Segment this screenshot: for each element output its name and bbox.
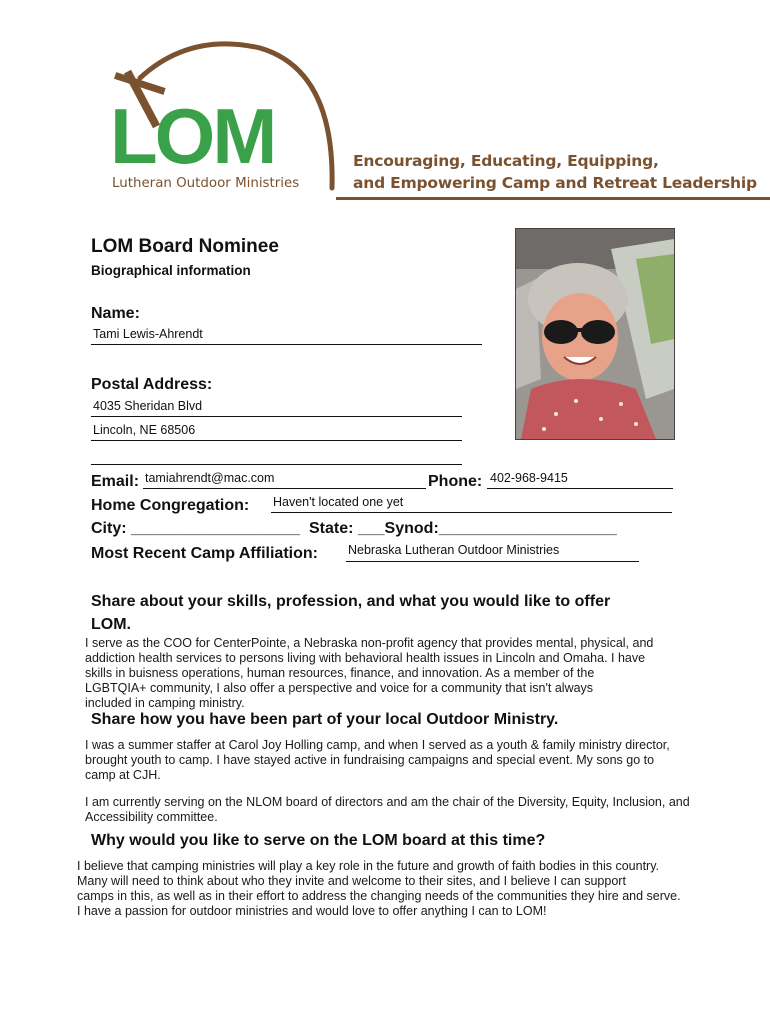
camp-affiliation-label: Most Recent Camp Affiliation: (91, 545, 318, 562)
skills-line: LGBTQIA+ community, I also offer a perspective and voice for a community that isn't always (85, 681, 594, 695)
phone-label: Phone: (428, 473, 483, 490)
phone-underline (487, 488, 673, 489)
name-underline (91, 344, 482, 345)
why-line: I believe that camping ministries will play a key role in the future and growth of faith bodies in this country. (77, 859, 660, 873)
why-line: Many will need to think about who they invite and welcome to their sites, and I believe I can support (77, 874, 626, 888)
why-line: camps in this, as well as in their effort to address the changing needs of the communities they hire and serve. (77, 889, 681, 903)
email-value[interactable]: tamiahrendt@mac.com (145, 471, 275, 485)
local-ministry-paragraph[interactable] (85, 738, 670, 783)
local-ministry-heading: Share how you have been part of your local Outdoor Ministry. (91, 711, 559, 728)
skills-line: addiction health services to persons living with behavioral health issues in Lincoln and Omaha. I have (85, 651, 646, 665)
why-serve-heading: Why would you like to serve on the LOM board at this time? (91, 832, 546, 849)
address-line1-underline (91, 416, 462, 417)
name-label: Name: (91, 305, 140, 322)
nominee-photo (515, 228, 675, 440)
phone-value[interactable]: 402-968-9415 (490, 471, 568, 485)
name-value[interactable]: Tami Lewis-Ahrendt (93, 327, 203, 341)
logo-letters: LOM (110, 92, 275, 180)
home-congregation-label: Home Congregation: (91, 497, 250, 514)
why-serve-paragraph[interactable] (77, 859, 681, 919)
local-line: I am currently serving on the NLOM board of directors and am the chair of the Diversity, Equity, Inclusion, and (85, 795, 690, 809)
skills-line: skills in buisness operations, human resources, finance, and innovation. As a member of the (85, 666, 595, 680)
logo-subtitle: Lutheran Outdoor Ministries (112, 176, 300, 191)
document-title: LOM Board Nominee (91, 236, 279, 257)
local-ministry-paragraph-2[interactable] (85, 795, 690, 825)
address-line2-underline (91, 440, 462, 441)
address-line1-value[interactable]: 4035 Sheridan Blvd (93, 399, 203, 413)
postal-address-label: Postal Address: (91, 376, 213, 393)
home-congregation-value[interactable]: Haven't located one yet (273, 495, 404, 509)
lom-logo (100, 40, 340, 195)
email-underline (143, 488, 426, 489)
header-divider (336, 197, 770, 200)
skills-paragraph[interactable] (85, 636, 653, 711)
address-line2-value[interactable]: Lincoln, NE 68506 (93, 423, 196, 437)
tagline-line1: Encouraging, Educating, Equipping, (353, 152, 659, 170)
local-line: camp at CJH. (85, 768, 161, 782)
skills-heading-line1: Share about your skills, profession, and what you would like to offer (91, 593, 611, 610)
skills-line: I serve as the COO for CenterPointe, a Nebraska non-profit agency that provides mental, physical, and (85, 636, 654, 650)
city-state-synod-line[interactable]: City: ___________________ State: ___Synod:____________________ (91, 520, 617, 537)
document-subtitle: Biographical information (91, 263, 251, 278)
address-line3-underline (91, 464, 462, 465)
tagline-line2: and Empowering Camp and Retreat Leadership (353, 174, 757, 192)
skills-heading-line2: LOM. (91, 616, 131, 633)
local-line: I was a summer staffer at Carol Joy Holling camp, and when I served as a youth & family ministry director, (85, 738, 670, 752)
camp-affiliation-value[interactable]: Nebraska Lutheran Outdoor Ministries (348, 543, 560, 557)
local-line: Accessibility committee. (85, 810, 218, 824)
local-line: brought youth to camp. I have stayed active in fundraising campaigns and special event. My sons go to (85, 753, 655, 767)
camp-affiliation-underline (346, 561, 639, 562)
why-line: I have a passion for outdoor ministries and would love to offer anything I can to LOM! (77, 904, 547, 918)
email-label: Email: (91, 473, 140, 490)
home-congregation-underline (271, 512, 672, 513)
skills-line: included in camping ministry. (85, 696, 245, 710)
